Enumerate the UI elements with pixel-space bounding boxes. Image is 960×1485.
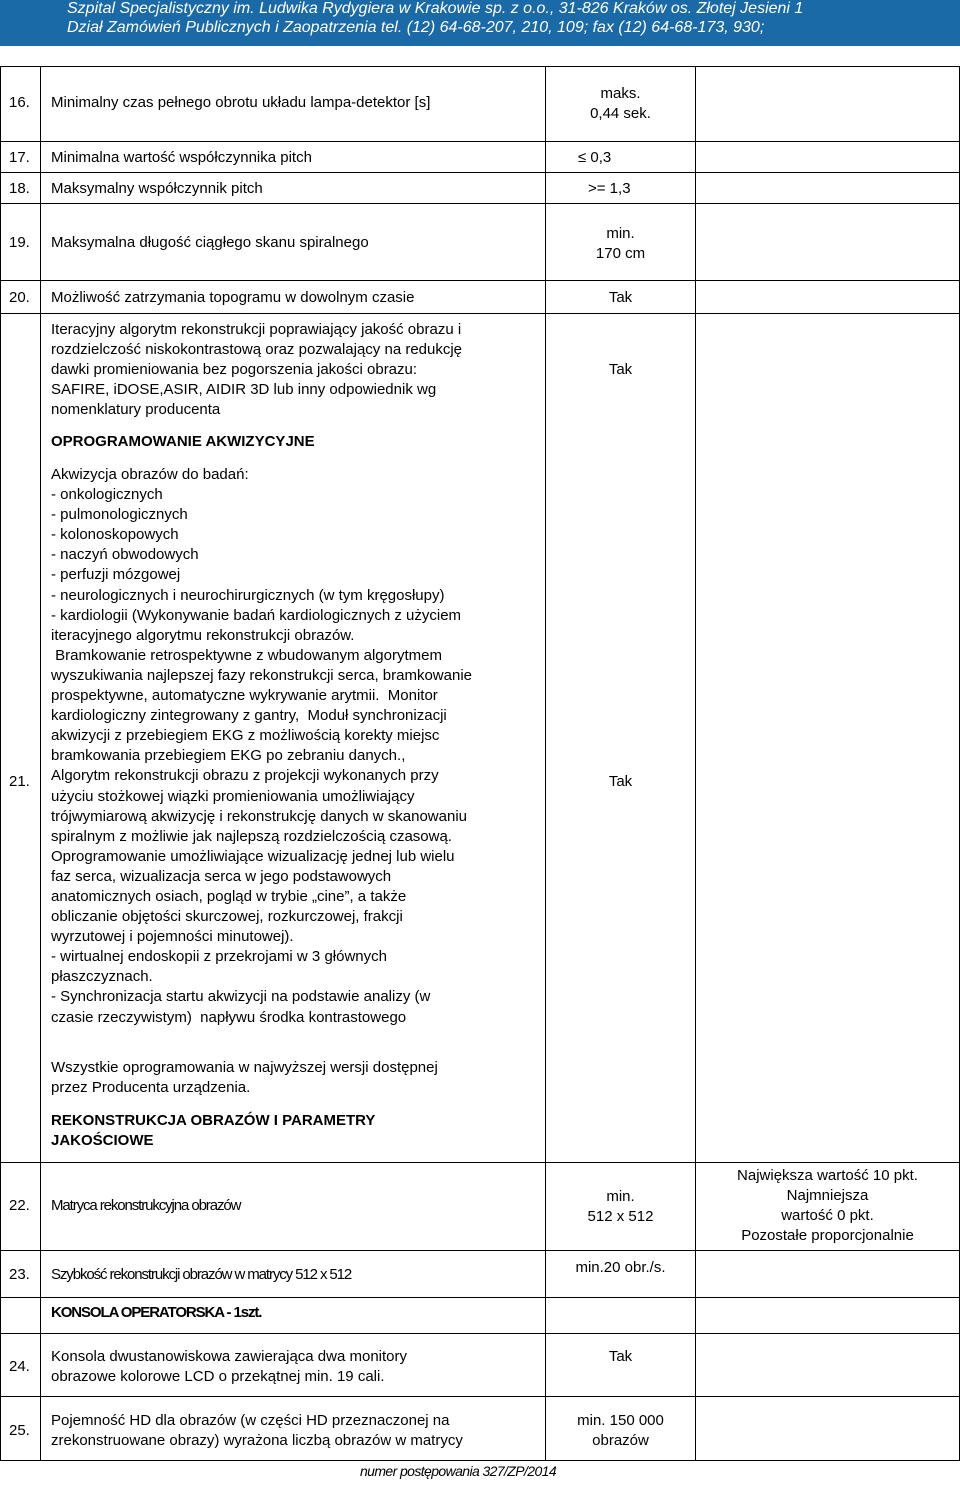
row-24-description: Konsola dwustanowiskowa zawierająca dwa monitory obrazowe kolorowe LCD o przekątnej min. 19 cali. [51,1348,408,1386]
row-20-value: Tak [608,289,633,306]
iterative-algorithm-description: Iteracyjny algorytm rekonstrukcji poprawiający jakość obrazu i rozdzielczość niskokontrastową oraz pozwalający na redukcję dawki promieniowania bez pogorszenia jakości obrazu: SAFIRE, iDOSE,ASIR, AIDIR 3D lub inny odpowiednik wg nomenklatury producenta [51,321,463,419]
row-24-number: 24. [9,1358,30,1375]
row-24-value: Tak [608,1348,633,1365]
row-22-scoring: Największa wartość 10 pkt. Najmniejsza wartość 0 pkt. Pozostałe proporcjonalnie [737,1167,918,1245]
row-25-description: Pojemność HD dla obrazów (w części HD przeznaczonej na zrekonstruowane obrazy) wyrażona liczbą obrazów w matrycy [51,1412,463,1450]
header-hospital-name: Szpital Specjalistyczny im. Ludwika Rydygiera w Krakowie sp. z o.o., 31-826 Kraków os. Złotej Jesieni 1 [67,0,804,17]
row-23-value: min.20 obr./s. [575,1259,666,1276]
row-16-value: 0,44 sek. [590,105,651,122]
row-16-value-label: maks. [600,85,641,102]
row-22-description: Matryca rekonstrukcyjna obrazów [51,1197,241,1214]
row-21-description: Akwizycja obrazów do badań: - onkologicznych - pulmonologicznych - kolonoskopowych - naczyń obwodowych - perfuzji mózgowej - neurologicznych i neurochirurgicznych (w tym kręgosłupy) - kardiologii (Wykonywanie badań kardiologicznych z użyciem iteracyjnego algorytmu rekonstrukcji obrazów. Bramkowanie retrospektywne z wbudowanym algorytmem wyszukiwania najlepszej fazy rekonstrukcji serca, bramkowanie prospektywne, automatyczne wykrywanie arytmii. Monitor kardiologiczny zintegrowany z gantry, Moduł synchronizacji akwizycji z przebiegiem EKG z możliwością korekty miejsc bramkowania przebiegiem EKG po zebraniu danych., Algorytm rekonstrukcji obrazu z projekcji wykonanych przy użyciu stożkowej wiązki promieniowania umożliwiający trójwymiarową akwizycję i rekonstrukcję danych w skanowaniu spiralnym z możliwie jak najlepszą rozdzielczością czasową. Oprogramowanie umożliwiające wizualizację jednej lub wielu faz serca, wizualizacja serca w jego podstawowych anatomicznych osiach, pogląd w trybie „cine”, a także obliczanie objętości skurczowej, rozkurczowej, frakcji wyrzutowej i pojemności minutowej). - wirtualnej endoskopii z przekrojami w 3 głównych płaszczyznach. - Synchronizacja startu akwizycji na podstawie analizy (w czasie rzeczywistym) napływu środka kontrastowego [51,466,473,1026]
row-17-value: ≤ 0,3 [578,149,612,166]
row-18-number: 18. [9,180,30,197]
row-19-description: Maksymalna długość ciągłego skanu spiralnego [51,234,369,251]
footer-procedure-number: numer postępowania 327/ZP/2014 [360,1463,557,1479]
row-21-number: 21. [9,773,30,790]
row-19-number: 19. [9,234,30,251]
page-header [0,0,960,46]
row-23-number: 23. [9,1266,30,1283]
row-20-description: Możliwość zatrzymania topogramu w dowolnym czasie [51,289,415,306]
row-17-number: 17. [9,149,30,166]
row-19-value-label: min. [606,225,635,242]
row-22-number: 22. [9,1197,30,1214]
iterative-algorithm-value: Tak [608,361,633,378]
row-18-description: Maksymalny współczynnik pitch [51,180,263,197]
row-23-description: Szybkość rekonstrukcji obrazów w matrycy 512 x 512 [51,1266,352,1283]
row-25-number: 25. [9,1422,30,1439]
row-19-value: 170 cm [595,245,646,262]
row-18-value: >= 1,3 [588,180,631,197]
row-22-value-label: min. [606,1188,635,1205]
row-16-description: Minimalny czas pełnego obrotu układu lampa-detektor [s] [51,94,431,111]
row-20-number: 20. [9,289,30,306]
row-21-value: Tak [608,773,633,790]
row-16-number: 16. [9,94,30,111]
row-17-description: Minimalna wartość współczynnika pitch [51,149,312,166]
section-title-acquisition-software: OPROGRAMOWANIE AKWIZYCYJNE [51,433,315,450]
row-21-note: Wszystkie oprogramowania w najwyższej wersji dostępnej przez Producenta urządzenia. [51,1059,438,1097]
section-title-reconstruction: REKONSTRUKCJA OBRAZÓW I PARAMETRY JAKOŚCIOWE [51,1112,376,1150]
row-22-value: 512 x 512 [587,1208,654,1225]
row-25-value: obrazów [592,1432,649,1449]
header-department-contact: Dział Zamówień Publicznych i Zaopatrzenia tel. (12) 64-68-207, 210, 109; fax (12) 64-68-173, 930; [67,19,765,36]
row-25-value-label: min. 150 000 [577,1412,664,1429]
section-title-operator-console: KONSOLA OPERATORSKA - 1szt. [51,1304,262,1321]
